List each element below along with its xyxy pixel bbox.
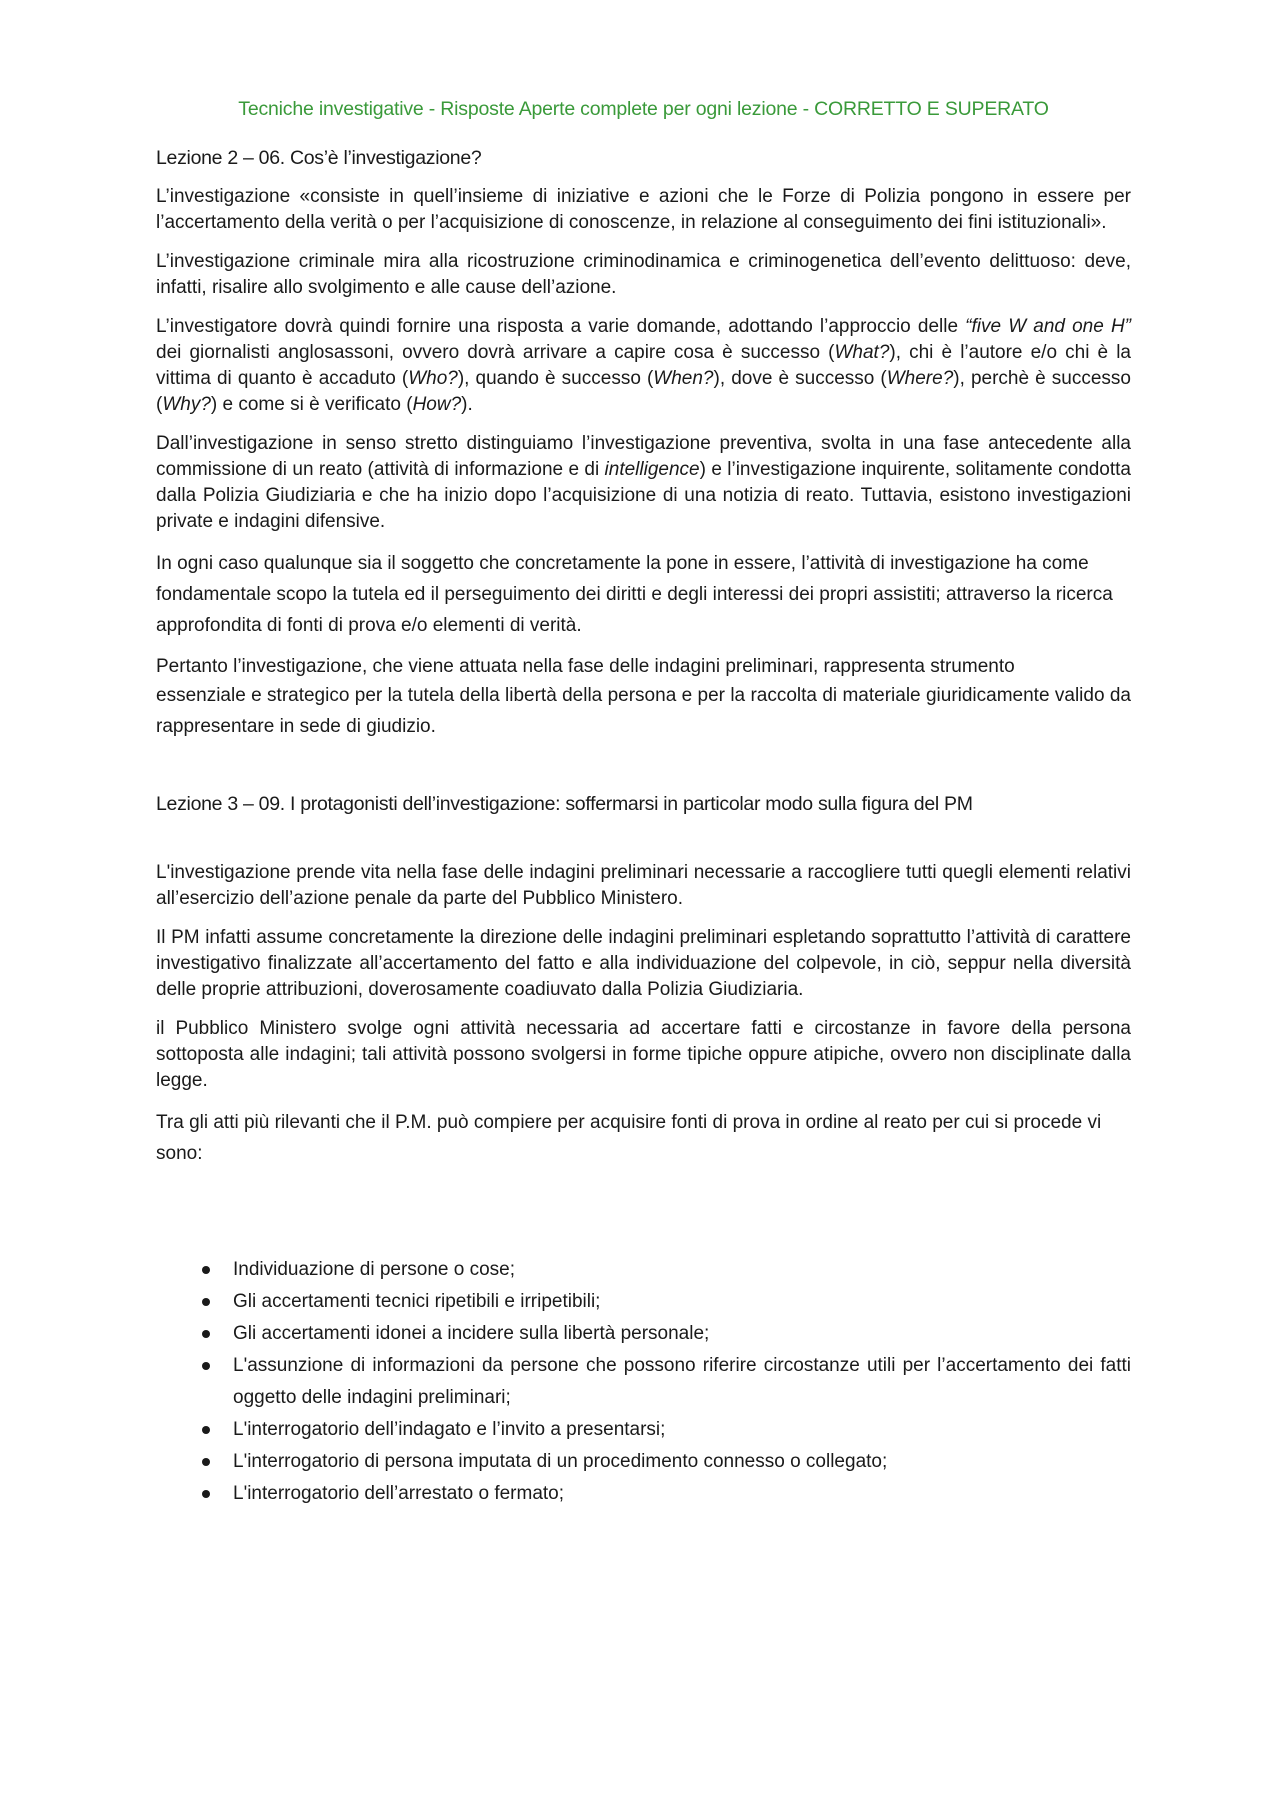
text-run: L’investigatore dovrà quindi fornire una risposta a varie domande, adottando l’approccio delle — [156, 316, 966, 337]
list-item-text: Individuazione di persone o cose; — [233, 1259, 516, 1280]
text-run: dei giornalisti anglosassoni, ovvero dovrà arrivare a capire cosa è successo ( — [156, 342, 835, 363]
document-title: Tecniche investigative - Risposte Aperte complete per ogni lezione - CORRETTO E SUPERATO — [238, 98, 1049, 120]
lesson-2-paragraph-6a: Pertanto l’investigazione, che viene attuata nella fase delle indagini preliminari, rappresenta strumento — [156, 656, 1015, 677]
bullet-icon — [202, 1458, 210, 1466]
bullet-icon — [202, 1362, 210, 1370]
list-item — [156, 1350, 1131, 1414]
spacer — [156, 1182, 1131, 1254]
text-run: ), quando è successo ( — [457, 368, 654, 389]
bullet-icon — [202, 1490, 210, 1498]
list-item-text: Gli accertamenti idonei a incidere sulla libertà personale; — [233, 1323, 710, 1344]
list-item-text: L'interrogatorio dell’indagato e l’invito a presentarsi; — [233, 1419, 666, 1440]
bullet-icon — [202, 1426, 210, 1434]
italic-run: What? — [834, 342, 890, 363]
list-item — [156, 1318, 1131, 1350]
lesson-2-paragraph-5: In ogni caso qualunque sia il soggetto che concretamente la pone in essere, l’attività di investigazione ha come fondamentale scopo la tutela ed il perseguimento dei diritti e degli interessi dei propri assistiti; attraverso la ricerca approfondita di fonti di prova e/o elementi di verità. — [156, 553, 1113, 636]
lesson-2-paragraph-6b: essenziale e strategico per la tutela della libertà della persona e per la raccolta di materiale giuridicamente valido da rappresentare in sede di giudizio. — [156, 685, 1131, 737]
text-run: ), perchè è successo ( — [156, 368, 1131, 415]
list-item-text: L'interrogatorio dell’arrestato o fermato; — [233, 1483, 565, 1504]
text-run: Dall’investigazione in senso stretto distinguiamo l’investigazione preventiva, svolta in una fase antecedente alla commissione di un reato (attività di informazione e di — [156, 433, 1131, 480]
lesson-3-paragraph-2: Il PM infatti assume concretamente la direzione delle indagini preliminari espletando soprattutto l’attività di carattere investigativo finalizzate all’accertamento del fatto e alla individuazione del colpevole, in ciò, seppur nella diversità delle proprie attribuzioni, doverosamente coadiuvato dalla Polizia Giudiziaria. — [156, 927, 1131, 1000]
list-item — [156, 1414, 1131, 1446]
italic-run: “five W and one H” — [965, 316, 1131, 337]
italic-run: intelligence — [604, 459, 700, 480]
lesson-3-paragraph-1: L'investigazione prende vita nella fase delle indagini preliminari necessarie a raccogliere tutti quegli elementi relativi all’esercizio dell’azione penale da parte del Pubblico Ministero. — [156, 862, 1131, 909]
bullet-icon — [202, 1298, 210, 1306]
text-run: ) e l’investigazione inquirente, solitamente condotta dalla Polizia Giudiziaria e che ha inizio dopo l’acquisizione di una notizia di reato. Tuttavia, esistono investigazioni private e indagini difensive. — [156, 459, 1131, 532]
spacer — [156, 755, 1131, 793]
list-item — [156, 1478, 1131, 1510]
italic-run: Where? — [886, 368, 954, 389]
spacer — [156, 830, 1131, 860]
list-item-text: Gli accertamenti tecnici ripetibili e irripetibili; — [233, 1291, 601, 1312]
bullet-icon — [202, 1266, 210, 1274]
lesson-2-paragraph-3 — [156, 314, 1131, 418]
italic-run: How? — [412, 394, 462, 415]
text-run: ), dove è successo ( — [713, 368, 887, 389]
lesson-2-paragraph-1: L’investigazione «consiste in quell’insieme di iniziative e azioni che le Forze di Polizia pongono in essere per l’accertamento della verità o per l’acquisizione di conoscenze, in relazione al conseguimento dei fini istituzionali». — [156, 186, 1131, 233]
bullet-icon — [202, 1330, 210, 1338]
list-item — [156, 1446, 1131, 1478]
document-page — [156, 98, 1131, 1510]
text-run: ) e come si è verificato ( — [210, 394, 413, 415]
italic-run: Why? — [162, 394, 211, 415]
lesson-2-heading: Lezione 2 – 06. Cos’è l’investigazione? — [156, 147, 482, 169]
lesson-3-paragraph-4: Tra gli atti più rilevanti che il P.M. può compiere per acquisire fonti di prova in ordine al reato per cui si procede vi sono: — [156, 1112, 1102, 1164]
list-item — [156, 1286, 1131, 1318]
lesson-2-paragraph-2: L’investigazione criminale mira alla ricostruzione criminodinamica e criminogenetica dell’evento delittuoso: deve, infatti, risalire allo svolgimento e alle cause dell’azione. — [156, 251, 1131, 298]
text-run: ), chi è l’autore e/o chi è la vittima di quanto è accaduto ( — [156, 342, 1131, 389]
lesson-2-paragraph-4 — [156, 431, 1131, 535]
italic-run: Who? — [408, 368, 458, 389]
italic-run: When? — [653, 368, 714, 389]
list-item-text: L'interrogatorio di persona imputata di un procedimento connesso o collegato; — [233, 1451, 888, 1472]
text-run: ). — [461, 394, 473, 415]
acts-list — [156, 1254, 1131, 1510]
lesson-3-paragraph-3: il Pubblico Ministero svolge ogni attività necessaria ad accertare fatti e circostanze in favore della persona sottoposta alle indagini; tali attività possono svolgersi in forme tipiche oppure atipiche, ovvero non disciplinate dalla legge. — [156, 1018, 1131, 1091]
lesson-3-heading: Lezione 3 – 09. I protagonisti dell’investigazione: soffermarsi in particolar modo sulla figura del PM — [156, 793, 973, 815]
list-item-text: L'assunzione di informazioni da persone che possono riferire circostanze utili per l’accertamento dei fatti oggetto delle indagini preliminari; — [233, 1355, 1131, 1408]
list-item — [156, 1254, 1131, 1286]
